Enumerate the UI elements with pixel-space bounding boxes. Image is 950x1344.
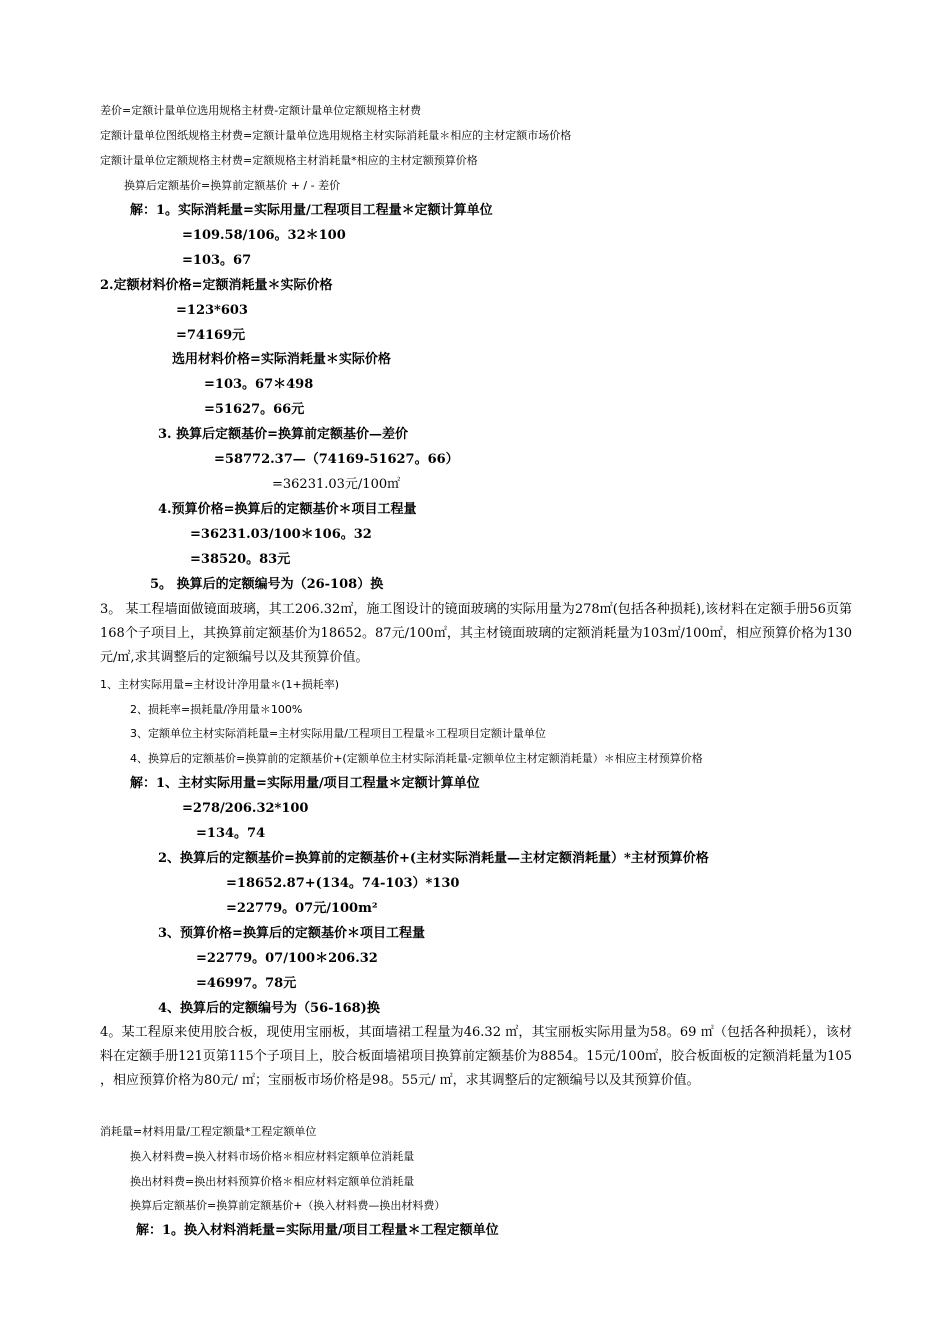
calc-line: =74169元 — [176, 328, 246, 343]
calc-line: =103。67 — [182, 253, 252, 268]
solution-step: 2.定额材料价格=定额消耗量＊实际价格 — [100, 278, 333, 293]
solution-step: 解：1、主材实际用量=实际用量/项目工程量＊定额计算单位 — [130, 776, 480, 791]
calc-line: =123*603 — [176, 303, 248, 318]
calc-line: =22779。07/100＊206.32 — [196, 951, 378, 966]
problem-paragraph: 4。某工程原来使用胶合板，现使用宝丽板，其面墙裙工程量为46.32 ㎡，其宝丽板实际用量为58。69 ㎡（包括各种损耗），该材料在定额手册121页第115个子项目上，胶合板面墙裙项目换算前定额基价为8854。15元/100㎡，胶合板面板的定额消耗量为105 ，相应预算价格为80元/ ㎡；宝丽板市场价格是98。55元/ ㎡，求其调整后的定额编号以及其预算价值。 — [100, 1025, 852, 1088]
formula-line: 换出材料费=换出材料预算价格＊相应材料定额单位消耗量 — [130, 1175, 415, 1188]
calc-line: =46997。78元 — [196, 976, 297, 991]
solution-step: 3. 换算后定额基价=换算前定额基价—差价 — [158, 427, 408, 442]
formula-line: 换算后定额基价=换算前定额基价 + / - 差价 — [124, 179, 341, 192]
solution-step: 4.预算价格=换算后的定额基价＊项目工程量 — [158, 502, 417, 517]
solution-step: 解：1。实际消耗量=实际用量/工程项目工程量＊定额计算单位 — [130, 203, 493, 218]
formula-line: 2、损耗率=损耗量/净用量＊100% — [130, 703, 303, 716]
formula-line: 换入材料费=换入材料市场价格＊相应材料定额单位消耗量 — [130, 1150, 415, 1163]
formula-line: 差价=定额计量单位选用规格主材费-定额计量单位定额规格主材费 — [100, 104, 422, 117]
formula-line: 4、换算后的定额基价=换算前的定额基价+(定额单位主材实际消耗量-定额单位主材定额消耗量）＊相应主材预算价格 — [130, 752, 703, 765]
calc-line: =134。74 — [196, 826, 266, 841]
calc-line: =36231.03/100＊106。32 — [190, 527, 372, 542]
solution-step: 解：1。换入材料消耗量=实际用量/项目工程量＊工程定额单位 — [136, 1223, 499, 1238]
calc-line: =38520。83元 — [190, 552, 291, 567]
calc-line: =36231.03元/100㎡ — [272, 477, 401, 492]
calc-line: =58772.37—（74169-51627。66） — [214, 452, 459, 467]
formula-line: 定额计量单位定额规格主材费=定额规格主材消耗量*相应的主材定额预算价格 — [100, 154, 478, 167]
calc-line: =109.58/106。32＊100 — [182, 228, 346, 243]
solution-step: 2、换算后的定额基价=换算前的定额基价+(主材实际消耗量—主材定额消耗量）*主材预算价格 — [158, 851, 709, 866]
formula-line: 1、主材实际用量=主材设计净用量＊(1+损耗率) — [100, 678, 340, 691]
solution-step: 5。 换算后的定额编号为（26-108）换 — [150, 577, 384, 592]
calc-line: =22779。07元/100m² — [226, 901, 378, 916]
formula-line: 换算后定额基价=换算前定额基价+（换入材料费—换出材料费） — [130, 1199, 446, 1212]
solution-step: 选用材料价格=实际消耗量＊实际价格 — [172, 352, 391, 367]
solution-step: 3、预算价格=换算后的定额基价＊项目工程量 — [158, 926, 425, 941]
formula-line: 3、定额单位主材实际消耗量=主材实际用量/工程项目工程量＊工程项目定额计量单位 — [130, 727, 546, 740]
formula-line: 消耗量=材料用量/工程定额量*工程定额单位 — [100, 1125, 317, 1138]
calc-line: =51627。66元 — [204, 402, 305, 417]
solution-step: 4、换算后的定额编号为（56-168)换 — [158, 1001, 380, 1016]
problem-paragraph: 3。 某工程墙面做镜面玻璃，其工206.32㎡，施工图设计的镜面玻璃的实际用量为278㎡(包括各种损耗),该材料在定额手册56页第168个子项目上，其换算前定额基价为18652。87元/100㎡，其主材镜面玻璃的定额消耗量为103㎡/100㎡，相应预算价格为130元/㎡,求其调整后的定额编号以及其预算价值。 — [100, 602, 852, 665]
calc-line: =278/206.32*100 — [182, 801, 309, 816]
calc-line: =18652.87+(134。74-103）*130 — [226, 876, 460, 891]
calc-line: =103。67＊498 — [204, 377, 314, 392]
formula-line: 定额计量单位图纸规格主材费=定额计量单位选用规格主材实际消耗量＊相应的主材定额市场价格 — [100, 129, 572, 142]
